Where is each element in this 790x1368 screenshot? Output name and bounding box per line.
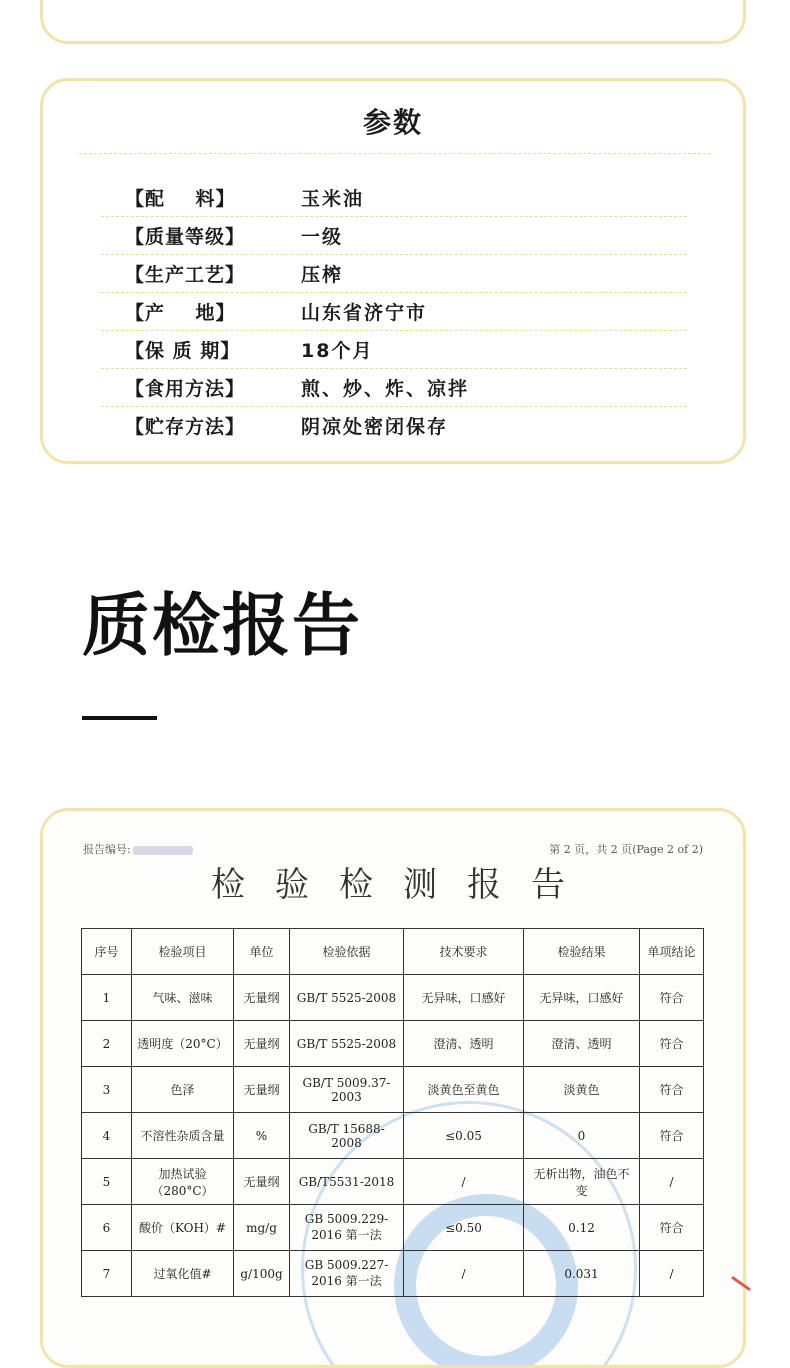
param-value: 阴凉处密闭保存 [301,416,449,438]
table-header-cell: 序号 [82,929,132,975]
table-cell: 透明度（20°C） [132,1021,234,1067]
param-label: 【质量等级】 [125,226,246,248]
table-cell: mg/g [234,1205,290,1251]
param-label: 【生产工艺】 [125,264,246,286]
table-cell: 不溶性杂质含量 [132,1113,234,1159]
table-cell: 无析出物，油色不变 [524,1159,640,1205]
table-cell: 气味、滋味 [132,975,234,1021]
table-cell: GB 5009.227-2016 第一法 [290,1251,404,1297]
table-header-cell: 检验项目 [132,929,234,975]
table-cell: 淡黄色至黄色 [404,1067,524,1113]
table-cell: 6 [82,1205,132,1251]
table-header-cell: 检验结果 [524,929,640,975]
table-header-cell: 单位 [234,929,290,975]
table-cell: 3 [82,1067,132,1113]
report-image [43,811,743,1368]
table-cell: 2 [82,1021,132,1067]
table-cell: 澄清、透明 [524,1021,640,1067]
table-cell: 符合 [640,1113,704,1159]
table-cell: 符合 [640,975,704,1021]
param-label: 【食用方法】 [125,378,246,400]
table-cell: 符合 [640,1067,704,1113]
table-cell: GB/T 5525-2008 [290,1021,404,1067]
param-label: 【保 质 期】 [125,340,241,362]
table-row [82,1113,704,1159]
report-header-row [82,929,704,975]
report-number [83,841,193,857]
table-row [82,1067,704,1113]
report-card [40,808,746,1368]
table-cell: ≤0.50 [404,1205,524,1251]
table-header-cell: 检验依据 [290,929,404,975]
table-cell: 0 [524,1113,640,1159]
param-value: 山东省济宁市 [301,302,428,324]
param-value: 压榨 [301,264,344,286]
top-card [40,0,746,44]
table-cell: 酸价（KOH）# [132,1205,234,1251]
param-value: 玉米油 [301,188,365,210]
table-cell: / [404,1159,524,1205]
table-row [82,1251,704,1297]
table-cell: GB/T 5525-2008 [290,975,404,1021]
table-cell: 0.12 [524,1205,640,1251]
table-row [82,1205,704,1251]
report-page-info: 第 2 页，共 2 页(Page 2 of 2) [549,843,703,856]
param-label: 【贮存方法】 [125,416,246,438]
param-value: 一级 [301,226,344,248]
param-row [101,369,687,407]
table-cell: 符合 [640,1021,704,1067]
table-cell: GB/T5531-2018 [290,1159,404,1205]
table-cell: 无量纲 [234,975,290,1021]
table-cell: / [404,1251,524,1297]
report-body [82,975,704,1297]
section-underline [82,716,157,720]
report-heading: 检验检测报告 [211,865,595,905]
table-cell: GB/T 15688-2008 [290,1113,404,1159]
param-row [101,293,687,331]
table-cell: 4 [82,1113,132,1159]
table-cell: g/100g [234,1251,290,1297]
table-row [82,975,704,1021]
param-value: 煎、炒、炸、凉拌 [301,378,470,400]
table-cell: 5 [82,1159,132,1205]
param-row [101,179,687,217]
table-cell: 加热试验（280°C） [132,1159,234,1205]
param-list [101,179,687,444]
table-cell: ≤0.05 [404,1113,524,1159]
table-header-cell: 单项结论 [640,929,704,975]
param-row [101,217,687,255]
table-row [82,1159,704,1205]
table-cell: 色泽 [132,1067,234,1113]
table-cell: 无量纲 [234,1067,290,1113]
param-label: 【配 料】 [125,188,236,210]
table-cell: 7 [82,1251,132,1297]
table-cell: 无异味，口感好 [404,975,524,1021]
table-cell: 1 [82,975,132,1021]
table-cell: 0.031 [524,1251,640,1297]
table-cell: GB 5009.229-2016 第一法 [290,1205,404,1251]
report-number-label: 报告编号: [83,843,131,856]
section-title: 质检报告 [82,587,363,666]
params-title: 参数 [362,106,423,139]
param-row [101,331,687,369]
param-row [101,255,687,293]
title-divider [79,153,711,154]
param-row [101,407,687,444]
table-cell: 无量纲 [234,1159,290,1205]
table-cell: / [640,1251,704,1297]
table-cell: 澄清、透明 [404,1021,524,1067]
report-table [81,928,704,1297]
table-cell: 符合 [640,1205,704,1251]
table-cell: 无异味，口感好 [524,975,640,1021]
table-cell: GB/T 5009.37-2003 [290,1067,404,1113]
param-label: 【产 地】 [125,302,236,324]
table-cell: % [234,1113,290,1159]
redacted-number [133,846,193,855]
table-header-cell: 技术要求 [404,929,524,975]
table-cell: 无量纲 [234,1021,290,1067]
params-card [40,78,746,464]
table-row [82,1021,704,1067]
table-cell: 过氧化值# [132,1251,234,1297]
table-cell: 淡黄色 [524,1067,640,1113]
table-cell: / [640,1159,704,1205]
param-value: 18个月 [301,340,374,362]
